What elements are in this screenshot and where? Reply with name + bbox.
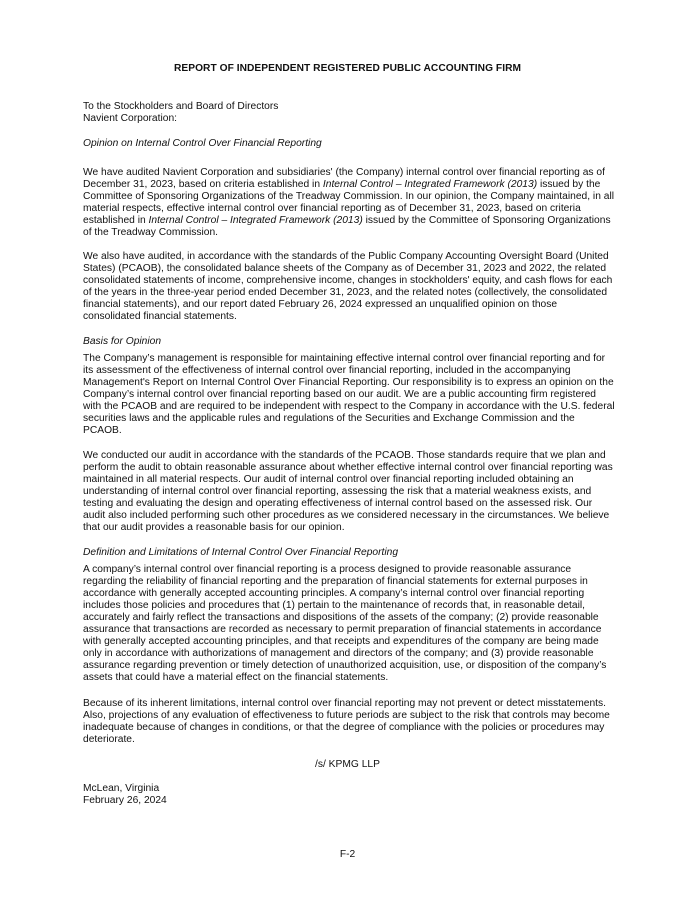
paragraph-line: perform the audit to obtain reasonable assurance about whether effective internal control over financial reporting was: [83, 462, 613, 473]
paragraph-management-responsibility: [83, 353, 613, 437]
paragraph-opinion: [83, 167, 613, 239]
paragraph-line: States) (PCAOB), the consolidated balance sheets of the Company as of December 31, 2023 and 2022, the related: [83, 263, 607, 274]
framework-reference: Internal Control – Integrated Framework (2013): [148, 215, 363, 226]
paragraph-line: Committee of Sponsoring Organizations of the Treadway Commission. In our opinion, the Company maintained, in all: [83, 191, 614, 202]
text-run: established in: [83, 215, 149, 226]
paragraph-audit-conduct: [83, 450, 613, 534]
paragraph-line: accordance with generally accepted accounting principles. A company’s internal control over financial reporting: [83, 588, 585, 599]
paragraph-line: We conducted our audit in accordance with the standards of the PCAOB. Those standards require that we plan and: [83, 450, 606, 461]
paragraph-line: includes those policies and procedures that (1) pertain to the maintenance of records that, in reasonable detail,: [83, 600, 585, 611]
signing-date: February 26, 2024: [83, 795, 167, 806]
paragraph-line: only in accordance with authorizations of management and directors of the company; and (3) provide reasonable: [83, 648, 594, 659]
paragraph-line: [83, 215, 613, 227]
paragraph-line: consolidated statements of income, comprehensive income, changes in stockholders' equity, and cash flows for each: [83, 275, 613, 286]
paragraph-line: with the PCAOB and are required to be independent with respect to the Company in accordance with the U.S. federal: [83, 401, 615, 412]
paragraph-limitations: [83, 698, 613, 746]
addressee: [83, 101, 613, 125]
addressee-line: Navient Corporation:: [83, 113, 178, 124]
paragraph-line: testing and evaluating the design and operating effectiveness of internal control based on the assessed risk. Our: [83, 498, 593, 509]
paragraph-line: with generally accepted accounting principles, and that receipts and expenditures of the company are being made: [83, 636, 599, 647]
opinion-heading: Opinion on Internal Control Over Financial Reporting: [83, 138, 322, 149]
paragraph-line: A company’s internal control over financial reporting is a process designed to provide reasonable assurance: [83, 564, 572, 575]
paragraph-line: deteriorate.: [83, 734, 135, 745]
auditor-signature: /s/ KPMG LLP: [315, 759, 380, 770]
paragraph-line: We have audited Navient Corporation and subsidiaries' (the Company) internal control over financial reporting as of: [83, 167, 605, 178]
signing-block: [83, 783, 613, 807]
paragraph-line: We also have audited, in accordance with the standards of the Public Company Accounting Oversight Board (United: [83, 251, 609, 262]
text-run: December 31, 2023, based on criteria established in: [83, 179, 323, 190]
text-run: issued by the: [537, 179, 601, 190]
paragraph-line: material respects, effective internal control over financial reporting as of December 31, 2023, based on criteria: [83, 203, 581, 214]
paragraph-line: inadequate because of changes in conditions, or that the degree of compliance with the policies or procedures may: [83, 722, 605, 733]
paragraph-line: assurance that transactions are recorded as necessary to permit preparation of financial statements in accordance: [83, 624, 602, 635]
definition-heading: Definition and Limitations of Internal Control Over Financial Reporting: [83, 547, 399, 558]
paragraph-line: assurance regarding prevention or timely detection of unauthorized acquisition, use, or disposition of the company’s: [83, 660, 607, 671]
signing-location: McLean, Virginia: [83, 783, 160, 794]
page-number: F-2: [339, 849, 356, 860]
paragraph-line: Also, projections of any evaluation of effectiveness to future periods are subject to the risk that controls may become: [83, 710, 610, 721]
paragraph-line: securities laws and the applicable rules and regulations of the Securities and Exchange Commission and the: [83, 413, 575, 424]
report-title: REPORT OF INDEPENDENT REGISTERED PUBLIC ACCOUNTING FIRM: [173, 63, 522, 74]
framework-reference: Internal Control – Integrated Framework (2013): [322, 179, 538, 190]
paragraph-line: [83, 179, 613, 191]
paragraph-line: consolidated financial statements.: [83, 311, 237, 322]
paragraph-line: The Company’s management is responsible for maintaining effective internal control over financial reporting and for: [83, 353, 606, 364]
paragraph-line: of the Treadway Commission.: [83, 227, 219, 238]
paragraph-consolidated-statements: [83, 251, 613, 323]
paragraph-line: audit also included performing such other procedures as we considered necessary in the circumstances. We believe: [83, 510, 610, 521]
paragraph-line: understanding of internal control over financial reporting, assessing the risk that a material weakness exists, and: [83, 486, 592, 497]
paragraph-line: Because of its inherent limitations, internal control over financial reporting may not prevent or detect misstatements.: [83, 698, 607, 709]
paragraph-line: financial statements), and our report dated February 26, 2024 expressed an unqualified opinion on those: [83, 299, 558, 310]
basis-heading: Basis for Opinion: [83, 336, 162, 347]
paragraph-line: accurately and fairly reflect the transactions and dispositions of the assets of the company; (2) provide reasonable: [83, 612, 599, 623]
paragraph-line: PCAOB.: [83, 425, 122, 436]
paragraph-line: Management's Report on Internal Control Over Financial Reporting. Our responsibility is to express an opinion on the: [83, 377, 614, 388]
paragraph-line: that our audit provides a reasonable basis for our opinion.: [83, 522, 345, 533]
paragraph-line: of the years in the three-year period ended December 31, 2023, and the related notes (collectively, the consolidated: [83, 287, 608, 298]
text-run: issued by the Committee of Sponsoring Organizations: [362, 215, 611, 226]
addressee-line: To the Stockholders and Board of Directors: [83, 101, 279, 112]
paragraph-definition: [83, 564, 613, 684]
paragraph-line: assets that could have a material effect on the financial statements.: [83, 672, 389, 683]
paragraph-line: maintained in all material respects. Our audit of internal control over financial reporting included obtaining an: [83, 474, 574, 485]
paragraph-line: Company’s internal control over financial reporting based on our audit. We are a public accounting firm registered: [83, 389, 596, 400]
paragraph-line: its assessment of the effectiveness of internal control over financial reporting, included in the accompanying: [83, 365, 571, 376]
paragraph-line: regarding the reliability of financial reporting and the preparation of financial statements for external purposes in: [83, 576, 588, 587]
